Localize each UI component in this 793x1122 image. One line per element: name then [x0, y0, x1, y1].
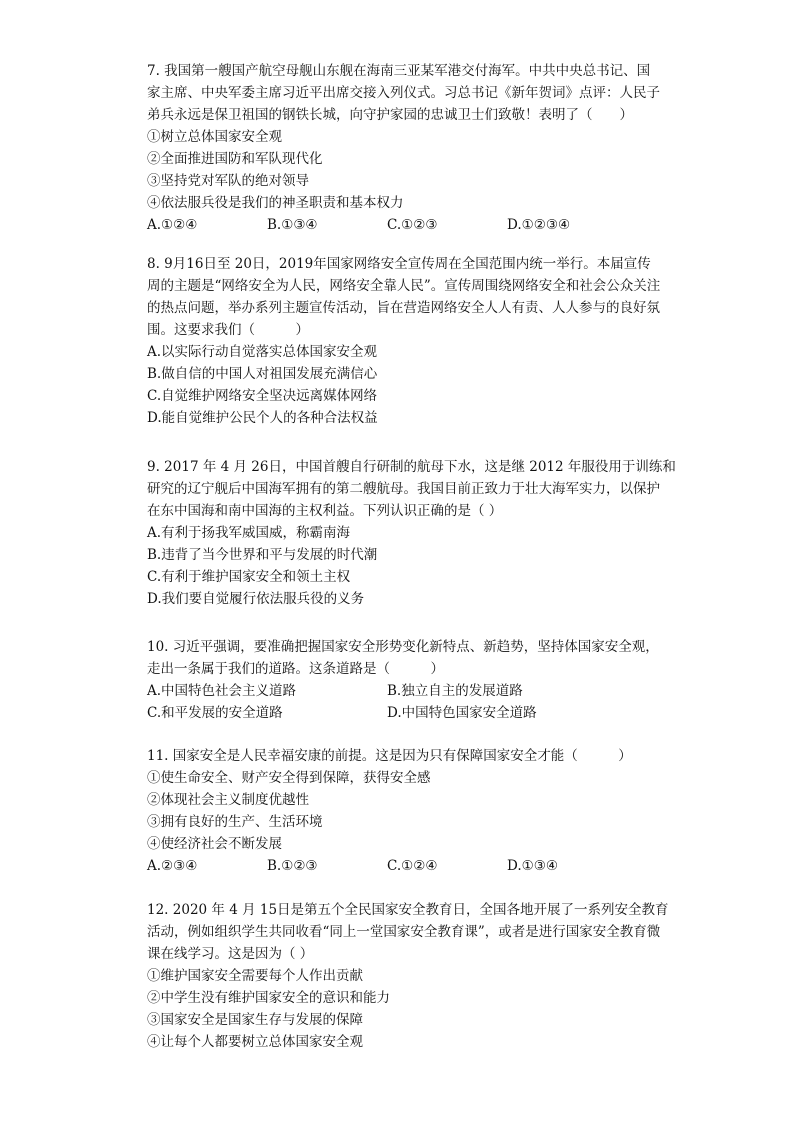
question-7: [147, 60, 687, 236]
choice-a: A.中国特色社会主义道路: [147, 683, 297, 699]
choice-a: A.②③④: [147, 858, 198, 874]
question-text: 7. 我国第一艘国产航空母舰山东舰在海南三亚某军港交付海军。中共中央总书记、国: [147, 63, 651, 79]
choice-a: A.有利于扬我军威国威，称霸南海: [147, 525, 351, 541]
statement-item: ②体现社会主义制度优越性: [147, 792, 309, 808]
choice-c: C.有利于维护国家安全和领土主权: [147, 569, 351, 585]
question-text: 活动，例如组织学生共同收看“同上一堂国家安全教育课”，或者是进行国家安全教育微: [147, 924, 661, 940]
choice-d: D.中国特色国家安全道路: [387, 705, 537, 721]
question-text: 12. 2020 年 4 月 15日是第五个全民国家安全教育日，全国各地开展了一系列安全教育: [147, 902, 669, 918]
choice-d: D.①③④: [507, 858, 558, 874]
choice-row: [147, 702, 687, 724]
choice-d: D.能自觉维护公民个人的各种合法权益: [147, 410, 378, 426]
statement-item: ②全面推进国防和军队现代化: [147, 151, 323, 167]
question-text: 家主席、中央军委主席习近平出席交接入列仪式。习总书记《新年贺词》点评：人民子: [147, 85, 660, 101]
choice-c: C.①②④: [387, 858, 438, 874]
choice-a: A.①②④: [147, 217, 198, 233]
statement-item: ①维护国家安全需要每个人作出贡献: [147, 968, 363, 984]
statement-item: ④依法服兵役是我们的神圣职责和基本权力: [147, 195, 404, 211]
choice-b: B.违背了当今世界和平与发展的时代潮: [147, 547, 378, 563]
question-11: [147, 745, 687, 877]
question-text: 弟兵永远是保卫祖国的钢铁长城，向守护家园的忠诚卫士们致敬！表明了（ ）: [147, 107, 633, 123]
choice-row: [147, 855, 687, 877]
choice-row: [147, 214, 687, 236]
statement-item: ②中学生没有维护国家安全的意识和能力: [147, 990, 390, 1006]
question-10: [147, 636, 687, 724]
question-text: 10. 习近平强调，要准确把握国家安全形势变化新特点、新趋势，坚持体国家安全观，: [147, 639, 659, 655]
statement-item: ④使经济社会不断发展: [147, 836, 282, 852]
question-text: 9. 2017 年 4 月 26日，中国首艘自行研制的航母下水，这是继 2012 年服役用于训练和: [147, 459, 676, 475]
choice-c: C.自觉维护网络安全坚决远离媒体网络: [147, 388, 378, 404]
question-text: 11. 国家安全是人民幸福安康的前提。这是因为只有保障国家安全才能（ ）: [147, 748, 632, 764]
statement-item: ③国家安全是国家生存与发展的保障: [147, 1012, 363, 1028]
question-8: [147, 253, 687, 429]
question-text: 研究的辽宁舰后中国海军拥有的第二艘航母。我国目前正致力于壮大海军实力，以保护: [147, 481, 660, 497]
choice-b: B.①③④: [267, 217, 318, 233]
choice-b: B.独立自主的发展道路: [387, 683, 523, 699]
choice-row: [147, 680, 687, 702]
question-12: [147, 899, 687, 1053]
statement-item: ①树立总体国家安全观: [147, 129, 282, 145]
statement-item: ③坚持党对军队的绝对领导: [147, 173, 309, 189]
choice-a: A.以实际行动自觉落实总体国家安全观: [147, 344, 378, 360]
statement-item: ①使生命安全、财产安全得到保障，获得安全感: [147, 770, 431, 786]
statement-item: ④让每个人都要树立总体国家安全观: [147, 1034, 363, 1050]
choice-d: D.我们要自觉履行依法服兵役的义务: [147, 591, 365, 607]
question-text: 课在线学习。这是因为（ ）: [147, 946, 314, 962]
choice-b: B.做自信的中国人对祖国发展充满信心: [147, 366, 378, 382]
statement-item: ③拥有良好的生产、生活环境: [147, 814, 323, 830]
question-text: 的热点问题，举办系列主题宣传活动，旨在营造网络安全人人有责、人人参与的良好氛: [147, 300, 660, 316]
choice-c: C.和平发展的安全道路: [147, 705, 283, 721]
choice-b: B.①②③: [267, 858, 318, 874]
question-text: 周的主题是“网络安全为人民，网络安全靠人民”。宣传周围绕网络安全和社会公众关注: [147, 278, 661, 294]
question-text: 在东中国海和南中国海的主权利益。下列认识正确的是（ ）: [147, 503, 503, 519]
choice-c: C.①②③: [387, 217, 438, 233]
choice-d: D.①②③④: [507, 217, 571, 233]
question-9: [147, 456, 687, 610]
question-text: 走出一条属于我们的道路。这条道路是（ ）: [147, 661, 444, 677]
question-text: 8. 9月16日至 20日，2019年国家网络安全宣传周在全国范围内统一举行。本届宣传: [147, 256, 651, 272]
question-text: 围。这要求我们（ ）: [147, 322, 309, 338]
